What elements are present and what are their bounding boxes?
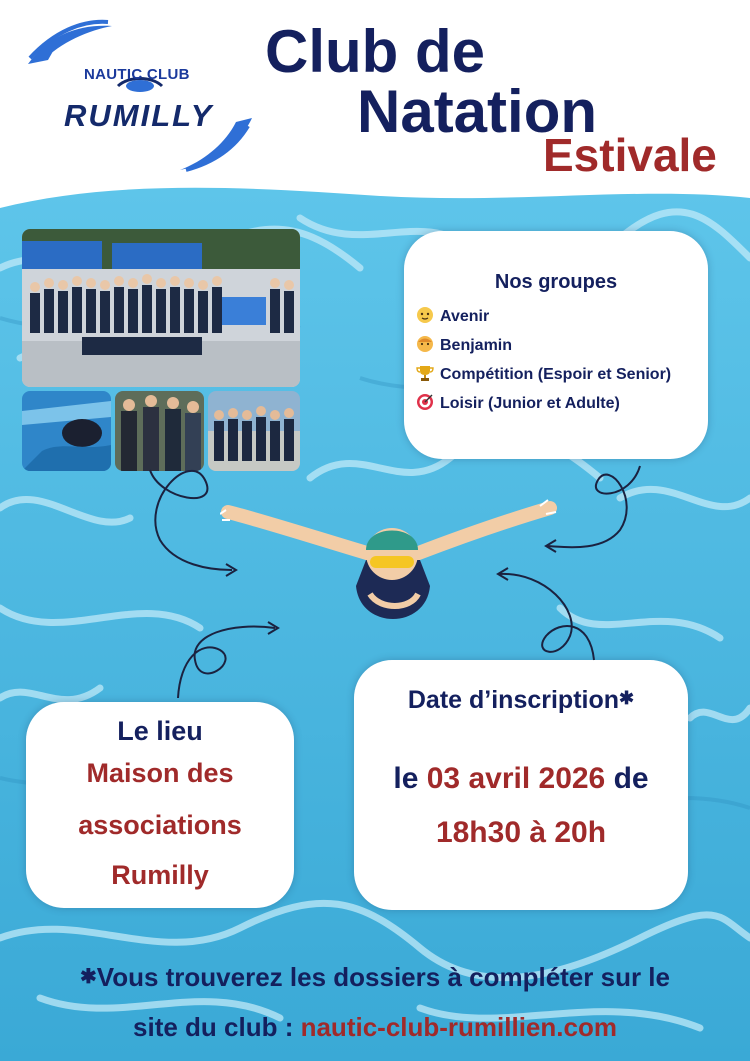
registration-date-line xyxy=(354,762,688,796)
footer-text: Vous trouverez les dossiers à compléter sur le xyxy=(96,962,670,992)
website-link[interactable]: nautic-club-rumillien.com xyxy=(300,1012,617,1042)
footer-line2 xyxy=(0,1012,750,1043)
location-line: Rumilly xyxy=(111,860,209,890)
date-prefix: le xyxy=(393,762,419,795)
location-line: associations xyxy=(78,810,242,840)
poster-title-line2: Natation xyxy=(357,78,597,145)
club-logo xyxy=(20,14,260,179)
footer-line1 xyxy=(0,962,750,993)
asterisk-icon: ✱ xyxy=(619,688,635,708)
group-item-avenir xyxy=(416,306,489,326)
group-item-competition xyxy=(416,364,671,384)
group-label: Avenir xyxy=(440,308,490,325)
date-suffix: de xyxy=(613,762,649,795)
photo-collage xyxy=(22,229,300,471)
logo-wave-icon xyxy=(20,14,260,179)
target-icon xyxy=(416,393,434,411)
poster-title-line3: Estivale xyxy=(543,129,717,181)
logo-club-label: NAUTIC CLUB xyxy=(84,66,190,83)
location-line: Maison des xyxy=(86,758,234,788)
group-label: Compétition (Espoir et Senior) xyxy=(440,366,672,383)
footer-text: site du club : xyxy=(133,1012,294,1042)
child-face-icon xyxy=(416,335,434,353)
asterisk-icon: ✱ xyxy=(80,966,97,988)
logo-club-name: RUMILLY xyxy=(64,98,214,133)
swimmers-poolside-photo xyxy=(115,391,204,471)
group-item-benjamin xyxy=(416,335,512,355)
swimmer-underwater-photo xyxy=(22,391,111,471)
baby-face-icon xyxy=(416,306,434,324)
team-group-photo xyxy=(22,229,300,387)
registration-title xyxy=(354,686,688,715)
group-label: Loisir (Junior et Adulte) xyxy=(440,395,620,412)
poster-title-line1: Club de xyxy=(265,18,485,85)
registration-title-text: Date d’inscription xyxy=(407,686,620,714)
location-card xyxy=(26,702,294,908)
trophy-icon xyxy=(416,364,434,382)
butterfly-swimmer-illustration xyxy=(220,490,560,640)
registration-date-card xyxy=(354,660,688,910)
registration-date: 03 avril 2026 xyxy=(426,762,606,795)
team-outdoor-photo xyxy=(208,391,300,471)
group-label: Benjamin xyxy=(440,337,513,354)
groups-title: Nos groupes xyxy=(494,271,618,293)
location-title: Le lieu xyxy=(117,716,203,746)
groups-card xyxy=(404,231,708,459)
group-item-loisir xyxy=(416,393,620,413)
registration-time: 18h30 à 20h xyxy=(435,816,607,849)
